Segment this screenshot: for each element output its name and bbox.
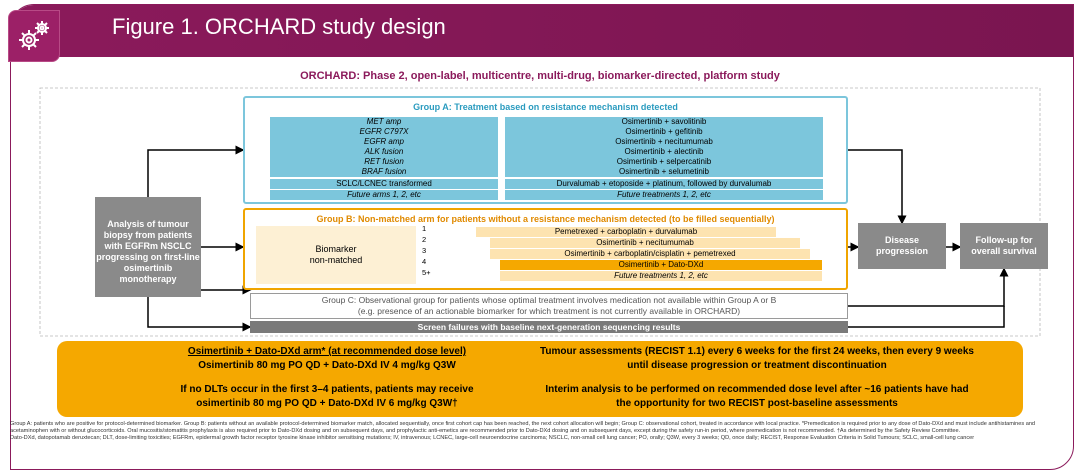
group-b-treatment: Osimertinib + carboplatin/cisplatin + pemetrexed [490,249,810,259]
group-a-biomarker: Future arms 1, 2, etc [270,190,498,200]
group-b-number: 3 [422,246,427,255]
group-a-treatment: Osimertinib + selpercatinib [505,157,823,167]
footnote-abbreviations: Dato-DXd, datopotamab deruxtecan; DLT, dose-limiting toxicities; EGFRm, epidermal growth factor receptor tyrosine kinase inhibitor sensitising mutations; IV, intravenous; LCNEC, large-cell neuroendocrine carcinoma; NSCLC, non-small cell lung cancer; PO, orally; Q3W, every 3 weeks; QD, once daily; RECIST, Response Evaluation Criteria in Solid Tumours; SCLC, small-cell lung cancer [10,435,975,441]
group-a-biomarker: RET fusion [270,157,498,167]
group-a-treatment: Osimertinib + gefitinib [505,127,823,137]
tumour-analysis-box: Analysis of tumour biopsy from patients with EGFRm NSCLC progressing on first-line osimertinib monotherapy [95,197,201,297]
footnotes [10,421,1062,442]
gears-icon [8,10,60,62]
non-matched-label: non-matched [309,255,363,265]
group-a-biomarker: EGFR amp [270,137,498,147]
biomarker-label: Biomarker [315,244,357,254]
group-a-biomarker: MET amp [270,117,498,127]
group-b-title: Group B: Non-matched arm for patients without a resistance mechanism detected (to be filled sequentially) [316,214,775,224]
dose-heading: Osimertinib + Dato-DXd arm* (at recommended dose level) [187,346,467,357]
dose-regimen: Osimertinib 80 mg PO QD + Dato-DXd IV 4 mg/kg Q3W [198,360,456,371]
biomarker-non-matched-box [256,226,416,284]
figure-title: Figure 1. ORCHARD study design [112,14,446,39]
group-a-biomarker: EGFR C797X [270,127,498,137]
group-a-treatment: Durvalumab + etoposide + platinum, followed by durvalumab [505,179,823,189]
group-b-treatment-highlight: Osimertinib + Dato-DXd [500,260,822,270]
screen-failures-bar: Screen failures with baseline next-generation sequencing results [250,321,848,333]
dose-info-box [57,341,1023,417]
group-b-number: 4 [422,257,427,266]
group-a-treatment: Osimertinib + alectinib [505,147,823,157]
group-c-line1: Group C: Observational group for patients whose optimal treatment involves medication not available within Group A or B [321,295,777,305]
group-a-treatment: Osimertinib + savolitinib [505,117,823,127]
dose-escalation: If no DLTs occur in the first 3–4 patients, patients may receive osimertinib 80 mg PO QD + Dato-DXd IV 6 mg/kg Q3W† [180,384,474,409]
group-a-treatment: Osimertinib + necitumumab [505,137,823,147]
group-c-line2: (e.g. presence of an actionable biomarker for which treatment is not currently available in ORCHARD) [357,306,741,316]
group-b-treatment: Osimertinib + necitumumab [490,238,800,248]
group-a-biomarker: BRAF fusion [270,167,498,177]
group-b-number: 2 [422,235,427,244]
group-b-number: 5+ [422,268,431,277]
tumour-assessments: Tumour assessments (RECIST 1.1) every 6 weeks for the first 24 weeks, then every 9 weeks until disease progression or treatment discontinuation [540,346,974,371]
disease-progression-box: Disease progression [858,223,946,269]
group-a-title: Group A: Treatment based on resistance mechanism detected [413,102,678,112]
group-a-treatment: Osimertinib + selumetinib [505,167,823,177]
group-b-number: 1 [422,224,427,233]
dose-left-column [157,345,497,411]
followup-box: Follow-up for overall survival [960,223,1048,269]
dose-right-column [537,345,977,411]
group-b-treatment: Pemetrexed + carboplatin + durvalumab [476,227,776,237]
group-a-treatment: Future treatments 1, 2, etc [505,190,823,200]
footnote-groups: Group A: patients who are positive for protocol-determined biomarker. Group B: patients without an available protocol-determined biomarker match, allocated sequentially, once first cohort cap has been reached, the next cohort allocation will begin; Group C: observational cohort, treated in accordance with local practice. *Premedication is required prior to any dose of Dato-DXd and must include antihistamines and acetaminophen with or without glucocorticoids. Oral mucositis/stomatitis prophylaxis is also required prior to Dato-DXd dosing and on subsequent days, and prophylactic anti-emetics are recommended prior to Dato-DXd dosing and on subsequent days, except during the safety run-in period, where premedication is not recommended. †As determined by the Safety Review Committee. [10,421,1036,434]
group-b-treatment: Future treatments 1, 2, etc [500,271,822,281]
study-subtitle: ORCHARD: Phase 2, open-label, multicentre, multi-drug, biomarker-directed, platform study [300,70,780,82]
group-a-biomarker: ALK fusion [270,147,498,157]
interim-analysis: Interim analysis to be performed on recommended dose level after ~16 patients have had the opportunity for two RECIST post-baseline assessments [545,384,969,409]
group-a-biomarker: SCLC/LCNEC transformed [270,179,498,189]
group-c-box [250,293,848,319]
